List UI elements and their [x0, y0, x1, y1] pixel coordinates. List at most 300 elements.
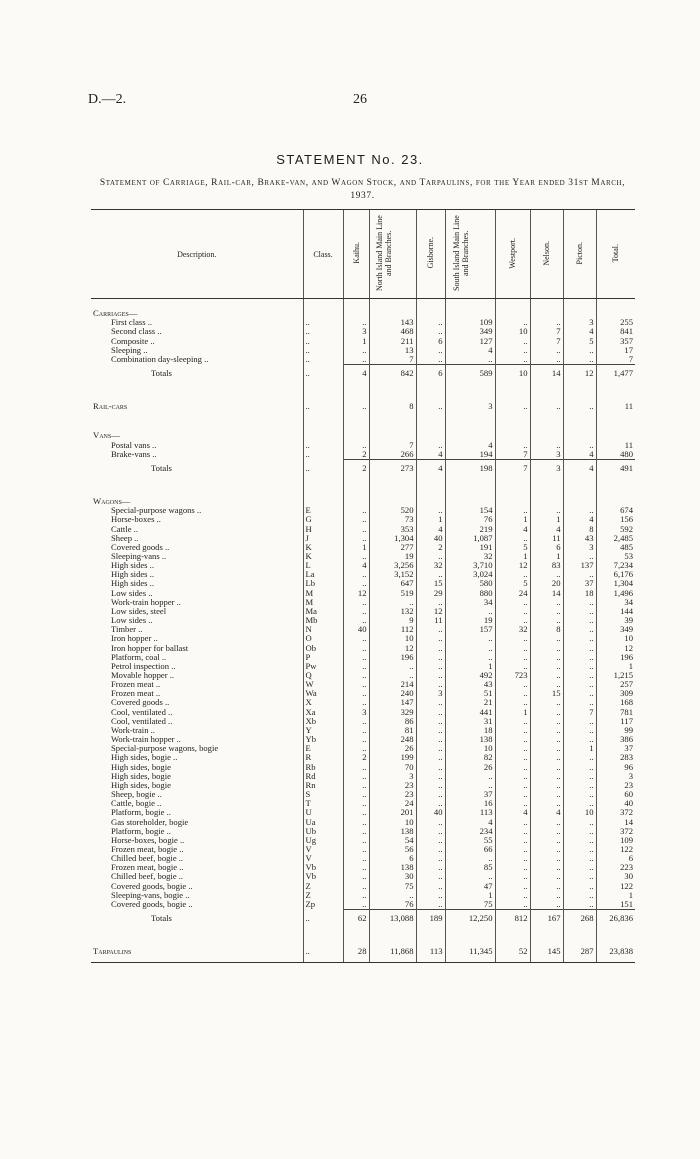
table-row — [91, 337, 635, 346]
spacer-cell — [369, 487, 416, 497]
cell-westport: .. — [495, 827, 530, 836]
cell-north-island: 76 — [369, 900, 416, 910]
cell-westport: .. — [495, 726, 530, 735]
cell-south-island: 66 — [445, 845, 495, 854]
cell-picton: .. — [563, 634, 596, 643]
cell-nelson: .. — [530, 854, 563, 863]
cell-north-island: .. — [369, 891, 416, 900]
cell-south-island: .. — [445, 607, 495, 616]
cell-total: 53 — [596, 552, 635, 561]
cell-nelson: 8 — [530, 625, 563, 634]
row-description: Cattle .. — [111, 524, 138, 534]
spacer-cell — [303, 927, 343, 937]
cell-kaihu: .. — [343, 598, 369, 607]
cell-kaihu: .. — [343, 818, 369, 827]
cell-north-island: 3,256 — [369, 561, 416, 570]
spacer-row — [91, 411, 635, 421]
page-reference: D.—2. — [88, 92, 127, 107]
cell-total: 23 — [596, 781, 635, 790]
cell-picton: .. — [563, 799, 596, 808]
cell-north-island: 86 — [369, 717, 416, 726]
cell-south-island: 1 — [445, 662, 495, 671]
cell-kaihu: .. — [343, 808, 369, 817]
cell-total: 34 — [596, 598, 635, 607]
cell-westport: 7 — [495, 450, 530, 460]
row-description: High sides .. — [111, 570, 154, 580]
row-class: X — [303, 698, 343, 707]
row-class: Xb — [303, 717, 343, 726]
cell-gisborne: 6 — [416, 337, 445, 346]
cell-picton: 10 — [563, 808, 596, 817]
cell-picton: 4 — [563, 327, 596, 336]
row-description: Movable hopper .. — [111, 671, 175, 680]
spacer-row — [91, 927, 635, 937]
cell-total: 841 — [596, 327, 635, 336]
spacer-cell — [416, 927, 445, 937]
cell-nelson: 145 — [530, 947, 563, 963]
spacer-cell — [495, 487, 530, 497]
spacer-cell — [596, 477, 635, 487]
cell-kaihu: .. — [343, 726, 369, 735]
spacer-cell — [91, 927, 303, 937]
cell-picton: 4 — [563, 450, 596, 460]
cell-nelson: .. — [530, 402, 563, 411]
cell-nelson: .. — [530, 662, 563, 671]
cell-total: 11 — [596, 441, 635, 450]
cell-gisborne: .. — [416, 644, 445, 653]
cell-gisborne: 3 — [416, 689, 445, 698]
spacer-cell — [91, 487, 303, 497]
cell-kaihu: 1 — [343, 543, 369, 552]
row-class: R — [303, 753, 343, 762]
cell-gisborne: 4 — [416, 525, 445, 534]
row-description: Postal vans .. — [111, 440, 157, 450]
cell-kaihu: .. — [343, 346, 369, 355]
row-description: High sides, bogie — [111, 762, 171, 772]
cell-kaihu: 28 — [343, 947, 369, 963]
cell-south-island: 18 — [445, 726, 495, 735]
spacer-cell — [596, 927, 635, 937]
table-row — [91, 441, 635, 450]
cell-nelson: 1 — [530, 552, 563, 561]
cell-picton: 18 — [563, 589, 596, 598]
cell-gisborne: .. — [416, 854, 445, 863]
table-body — [91, 299, 635, 963]
empty-cell — [596, 431, 635, 440]
cell-nelson: .. — [530, 872, 563, 881]
cell-south-island: .. — [445, 653, 495, 662]
cell-kaihu: .. — [343, 680, 369, 689]
section-heading: Wagons— — [93, 497, 131, 507]
cell-westport: .. — [495, 717, 530, 726]
spacer-cell — [495, 421, 530, 431]
cell-total: 23,838 — [596, 947, 635, 963]
table-row — [91, 845, 635, 854]
table-row — [91, 570, 635, 579]
cell-south-island: 194 — [445, 450, 495, 460]
spacer-cell — [563, 927, 596, 937]
cell-nelson: .. — [530, 753, 563, 762]
cell-nelson: .. — [530, 708, 563, 717]
spacer-cell — [91, 421, 303, 431]
cell-south-island: 492 — [445, 671, 495, 680]
cell-south-island: 12,250 — [445, 910, 495, 928]
cell-north-island: 248 — [369, 735, 416, 744]
cell-kaihu: .. — [343, 827, 369, 836]
row-description: Platform, bogie .. — [111, 808, 171, 818]
cell-picton: .. — [563, 781, 596, 790]
cell-gisborne: .. — [416, 698, 445, 707]
table-row — [91, 671, 635, 680]
cell-nelson: 4 — [530, 525, 563, 534]
spacer-cell — [530, 927, 563, 937]
cell-picton: 4 — [563, 459, 596, 477]
row-description: Totals — [151, 462, 172, 473]
section-heading-row — [91, 431, 635, 440]
cell-westport: .. — [495, 598, 530, 607]
cell-westport: .. — [495, 607, 530, 616]
cell-total: 485 — [596, 543, 635, 552]
spacer-cell — [530, 299, 563, 310]
spacer-cell — [303, 487, 343, 497]
row-class: Yb — [303, 735, 343, 744]
empty-cell — [303, 431, 343, 440]
cell-total: 223 — [596, 863, 635, 872]
cell-gisborne: 11 — [416, 616, 445, 625]
row-class: Lb — [303, 579, 343, 588]
cell-total: 30 — [596, 872, 635, 881]
cell-picton: .. — [563, 753, 596, 762]
row-class: .. — [303, 459, 343, 477]
spacer-cell — [563, 421, 596, 431]
cell-total: 26,836 — [596, 910, 635, 928]
cell-kaihu: 2 — [343, 450, 369, 460]
cell-nelson: .. — [530, 570, 563, 579]
cell-nelson: .. — [530, 598, 563, 607]
cell-nelson: 11 — [530, 534, 563, 543]
cell-kaihu: .. — [343, 579, 369, 588]
row-class: Y — [303, 726, 343, 735]
cell-gisborne: 1 — [416, 515, 445, 524]
cell-kaihu: .. — [343, 402, 369, 411]
spacer-cell — [530, 477, 563, 487]
table-header — [91, 210, 635, 299]
row-description: Rail-cars — [93, 402, 128, 412]
table-row — [91, 506, 635, 515]
cell-south-island: 154 — [445, 506, 495, 515]
empty-cell — [495, 431, 530, 440]
cell-kaihu: 40 — [343, 625, 369, 634]
row-description: Timber .. — [111, 625, 143, 635]
cell-nelson: 167 — [530, 910, 563, 928]
cell-gisborne: .. — [416, 717, 445, 726]
row-description: Horse-boxes .. — [111, 515, 161, 525]
cell-kaihu: 62 — [343, 910, 369, 928]
cell-nelson: .. — [530, 900, 563, 910]
spacer-cell — [416, 299, 445, 310]
cell-south-island: 4 — [445, 346, 495, 355]
section-heading-row — [91, 497, 635, 506]
cell-north-island: 19 — [369, 552, 416, 561]
cell-kaihu: .. — [343, 616, 369, 625]
spacer-cell — [416, 477, 445, 487]
cell-total: 12 — [596, 644, 635, 653]
row-class: .. — [303, 450, 343, 460]
cell-nelson: .. — [530, 891, 563, 900]
row-class: Rb — [303, 763, 343, 772]
cell-kaihu: 2 — [343, 753, 369, 762]
cell-total: 196 — [596, 653, 635, 662]
spacer-cell — [303, 477, 343, 487]
cell-south-island: .. — [445, 355, 495, 365]
spacer-cell — [563, 392, 596, 402]
row-description: Composite .. — [111, 336, 155, 346]
cell-westport: .. — [495, 845, 530, 854]
row-description: Tarpaulins — [91, 947, 303, 963]
cell-westport: 10 — [495, 365, 530, 383]
row-class: S — [303, 790, 343, 799]
empty-cell — [596, 309, 635, 318]
cell-north-island: 132 — [369, 607, 416, 616]
cell-total: 10 — [596, 634, 635, 643]
spacer-cell — [91, 477, 303, 487]
cell-westport: .. — [495, 534, 530, 543]
table-row — [91, 854, 635, 863]
table-row — [91, 790, 635, 799]
cell-total: 2,485 — [596, 534, 635, 543]
cell-nelson: 3 — [530, 450, 563, 460]
cell-picton: .. — [563, 662, 596, 671]
cell-westport: 4 — [495, 525, 530, 534]
cell-kaihu: .. — [343, 772, 369, 781]
table-row — [91, 607, 635, 616]
table-row — [91, 561, 635, 570]
cell-total: 386 — [596, 735, 635, 744]
cell-total: 357 — [596, 337, 635, 346]
cell-nelson: .. — [530, 680, 563, 689]
cell-westport: 5 — [495, 543, 530, 552]
cell-kaihu: .. — [343, 900, 369, 910]
cell-nelson: .. — [530, 671, 563, 680]
cell-gisborne: .. — [416, 827, 445, 836]
table-row — [91, 900, 635, 910]
table-row — [91, 552, 635, 561]
row-class: .. — [303, 346, 343, 355]
cell-kaihu: .. — [343, 790, 369, 799]
spacer-cell — [563, 411, 596, 421]
spacer-cell — [416, 382, 445, 392]
spacer-cell — [416, 487, 445, 497]
spacer-cell — [530, 392, 563, 402]
table-row — [91, 525, 635, 534]
cell-picton: .. — [563, 346, 596, 355]
cell-north-island: 112 — [369, 625, 416, 634]
spacer-cell — [445, 421, 495, 431]
cell-gisborne: .. — [416, 900, 445, 910]
table-row — [91, 346, 635, 355]
cell-nelson: .. — [530, 506, 563, 515]
cell-nelson: .. — [530, 863, 563, 872]
cell-kaihu: .. — [343, 763, 369, 772]
cell-north-island: 70 — [369, 763, 416, 772]
cell-westport: 10 — [495, 327, 530, 336]
spacer-row — [91, 299, 635, 310]
spacer-row — [91, 937, 635, 947]
cell-south-island: 113 — [445, 808, 495, 817]
cell-westport: 7 — [495, 459, 530, 477]
cell-kaihu: .. — [343, 634, 369, 643]
row-class: Ua — [303, 818, 343, 827]
empty-cell — [416, 431, 445, 440]
spacer-cell — [343, 487, 369, 497]
spacer-cell — [495, 937, 530, 947]
cell-north-island: 201 — [369, 808, 416, 817]
cell-south-island: 11,345 — [445, 947, 495, 963]
cell-south-island: 85 — [445, 863, 495, 872]
cell-westport: 723 — [495, 671, 530, 680]
empty-cell — [445, 309, 495, 318]
row-description: Platform, coal .. — [111, 652, 167, 662]
summary-row — [91, 402, 635, 411]
cell-picton: .. — [563, 827, 596, 836]
cell-westport: 1 — [495, 515, 530, 524]
cell-total: 99 — [596, 726, 635, 735]
cell-westport: .. — [495, 818, 530, 827]
row-class: J — [303, 534, 343, 543]
row-description: Work-train hopper .. — [111, 735, 181, 745]
cell-westport: .. — [495, 653, 530, 662]
cell-picton: 8 — [563, 525, 596, 534]
cell-south-island: 1,087 — [445, 534, 495, 543]
spacer-cell — [530, 411, 563, 421]
cell-gisborne: .. — [416, 772, 445, 781]
cell-north-island: 9 — [369, 616, 416, 625]
cell-nelson: .. — [530, 845, 563, 854]
spacer-cell — [445, 487, 495, 497]
cell-picton: .. — [563, 680, 596, 689]
cell-nelson: .. — [530, 698, 563, 707]
spacer-cell — [343, 937, 369, 947]
cell-picton: 12 — [563, 365, 596, 383]
row-class: Z — [303, 882, 343, 891]
row-description: Iron hopper .. — [111, 634, 158, 644]
row-class: K — [303, 552, 343, 561]
cell-picton: .. — [563, 836, 596, 845]
cell-gisborne: .. — [416, 882, 445, 891]
spacer-cell — [445, 392, 495, 402]
cell-nelson: 83 — [530, 561, 563, 570]
spacer-cell — [445, 382, 495, 392]
cell-nelson: .. — [530, 763, 563, 772]
cell-kaihu: 4 — [343, 561, 369, 570]
table-row — [91, 818, 635, 827]
cell-westport: .. — [495, 318, 530, 327]
spacer-cell — [596, 392, 635, 402]
cell-nelson: .. — [530, 346, 563, 355]
row-description: Covered goods, bogie .. — [111, 899, 193, 910]
cell-westport: 5 — [495, 579, 530, 588]
row-description: High sides, bogie .. — [111, 753, 178, 763]
spacer-row — [91, 487, 635, 497]
cell-south-island: 1 — [445, 891, 495, 900]
table-row — [91, 772, 635, 781]
spacer-cell — [445, 937, 495, 947]
cell-gisborne: .. — [416, 763, 445, 772]
cell-south-island: 4 — [445, 441, 495, 450]
spacer-cell — [343, 927, 369, 937]
cell-north-island: .. — [369, 662, 416, 671]
cell-total: 3 — [596, 772, 635, 781]
table-row — [91, 653, 635, 662]
cell-north-island: 273 — [369, 459, 416, 477]
cell-kaihu: 4 — [343, 365, 369, 383]
spacer-cell — [343, 382, 369, 392]
cell-gisborne: 6 — [416, 365, 445, 383]
spacer-cell — [91, 937, 303, 947]
cell-nelson: 6 — [530, 543, 563, 552]
cell-gisborne: .. — [416, 346, 445, 355]
row-class: .. — [303, 355, 343, 365]
spacer-cell — [369, 927, 416, 937]
row-class: Z — [303, 891, 343, 900]
table-row — [91, 634, 635, 643]
section-heading-row — [91, 309, 635, 318]
cell-kaihu: 1 — [343, 337, 369, 346]
cell-picton: .. — [563, 644, 596, 653]
row-description: Low sides, steel — [111, 606, 167, 616]
row-description: Sleeping-vans .. — [111, 551, 167, 561]
spacer-cell — [530, 382, 563, 392]
cell-south-island: 349 — [445, 327, 495, 336]
cell-kaihu: .. — [343, 872, 369, 881]
cell-total: 480 — [596, 450, 635, 460]
cell-north-island: 214 — [369, 680, 416, 689]
empty-cell — [530, 497, 563, 506]
cell-north-island: 7 — [369, 441, 416, 450]
cell-westport: .. — [495, 863, 530, 872]
cell-nelson: .. — [530, 744, 563, 753]
cell-gisborne: .. — [416, 735, 445, 744]
cell-kaihu: .. — [343, 744, 369, 753]
cell-westport: .. — [495, 772, 530, 781]
row-class: .. — [303, 318, 343, 327]
cell-total: 7 — [596, 355, 635, 365]
cell-total: 1 — [596, 891, 635, 900]
cell-south-island: 21 — [445, 698, 495, 707]
spacer-cell — [369, 477, 416, 487]
spacer-cell — [495, 299, 530, 310]
cell-gisborne: .. — [416, 355, 445, 365]
row-description: Sheep .. — [111, 533, 139, 543]
cell-picton: .. — [563, 653, 596, 662]
cell-westport: .. — [495, 570, 530, 579]
cell-nelson: 14 — [530, 365, 563, 383]
cell-south-island: 138 — [445, 735, 495, 744]
cell-gisborne: 40 — [416, 808, 445, 817]
row-description: Covered goods, bogie .. — [111, 881, 193, 891]
cell-kaihu: 2 — [343, 459, 369, 477]
cell-picton: .. — [563, 891, 596, 900]
cell-picton: .. — [563, 607, 596, 616]
table-row — [91, 735, 635, 744]
row-class: N — [303, 625, 343, 634]
row-class: E — [303, 744, 343, 753]
table-row — [91, 355, 635, 365]
row-class: K — [303, 543, 343, 552]
cell-north-island: 519 — [369, 589, 416, 598]
table-row — [91, 726, 635, 735]
cell-kaihu: .. — [343, 845, 369, 854]
